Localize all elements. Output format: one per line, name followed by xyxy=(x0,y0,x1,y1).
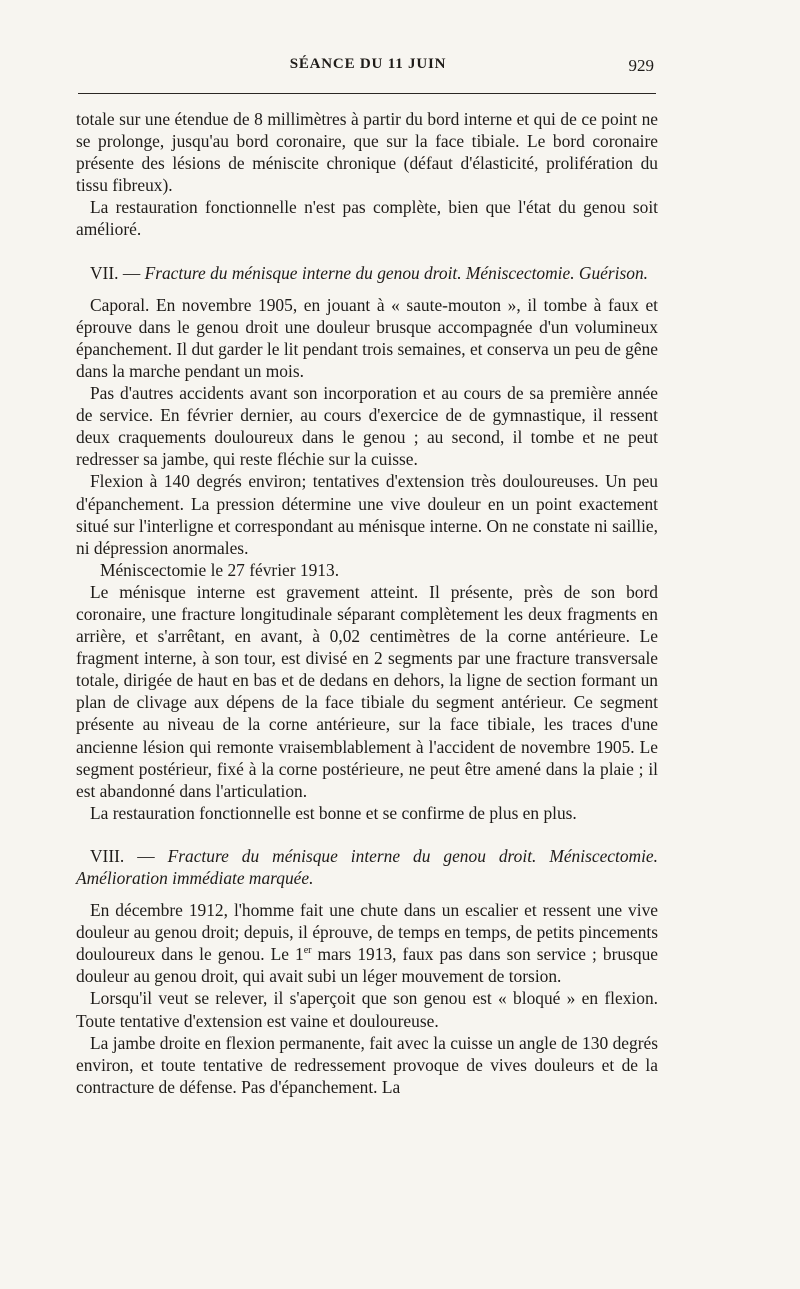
paragraph-text: mars 1913, faux pas dans son service ; brusque douleur au genou droit, qui avait subi un léger mouvement de torsion. xyxy=(76,944,658,987)
page-body xyxy=(76,108,658,1098)
case-number: VII. — xyxy=(90,262,145,283)
case-number: VIII. — xyxy=(90,845,168,866)
header-rule xyxy=(78,93,656,94)
paragraph: Le ménisque interne est gravement atteint. Il présente, près de son bord coronaire, une fracture longitudinale séparant complètement les deux fragments en arrière, et s'arrêtant, en avant, à 0,02 centimètres de la corne antérieure. Le fragment interne, à son tour, est divisé en 2 segments par une fracture transversale totale, dirigée de haut en bas et de dedans en dehors, la ligne de section formant un plan de clivage aux dépens de la face tibiale du segment antérieur. Ce segment présente au niveau de la corne antérieure, sur la face tibiale, les traces d'une ancienne lésion qui remonte vraisemblablement à l'accident de novembre 1905. Le segment postérieur, fixé à la corne postérieure, ne peut être amené dans la plaie ; il est abandonné dans l'articulation. xyxy=(76,581,658,801)
paragraph: Pas d'autres accidents avant son incorporation et au cours de sa première année de service. En février dernier, au cours d'exercice de de gymnastique, il ressent deux craquements douloureux dans le genou ; au second, il tombe et ne peut redresser sa jambe, qui reste fléchie sur la cuisse. xyxy=(76,383,658,470)
case-title: Fracture du ménisque interne du genou droit. Méniscectomie. Guérison. xyxy=(144,262,648,283)
paragraph: La restauration fonctionnelle n'est pas complète, bien que l'état du genou soit amélioré. xyxy=(76,197,658,240)
paragraph: Lorsqu'il veut se relever, il s'aperçoit que son genou est « bloqué » en flexion. Toute tentative d'extension est vaine et douloureuse. xyxy=(76,988,658,1031)
paragraph: La jambe droite en flexion permanente, fait avec la cuisse un angle de 130 degrés environ, et toute tentative de redressement provoque de vives douleurs et de la contracture de défense. Pas d'épanchement. La xyxy=(76,1032,658,1097)
case-heading xyxy=(76,262,658,284)
paragraph: La restauration fonctionnelle est bonne et se confirme de plus en plus. xyxy=(90,802,577,823)
case-heading xyxy=(76,845,658,889)
paragraph xyxy=(76,899,658,987)
page-header xyxy=(78,56,658,80)
paragraph: Flexion à 140 degrés environ; tentatives d'extension très douloureuses. Un peu d'épanchement. La pression détermine une vive douleur en un point exactement situé sur l'interligne et correspondant au ménisque interne. On ne constate ni saillie, ni dépression anormales. xyxy=(76,471,658,558)
page-number: 929 xyxy=(628,56,654,75)
paragraph-text: En décembre 1912, l'homme fait une chute dans un escalier et ressent une vive douleur au genou droit; depuis, il éprouve, de temps en temps, de petits pincements douloureux dans le genou. Le 1 xyxy=(76,900,658,965)
paragraph: Caporal. En novembre 1905, en jouant à « saute-mouton », il tombe à faux et éprouve dans le genou droit une douleur brusque accompagnée d'un volumineux épanchement. Il dut garder le lit pendant trois semaines, et conserva un peu de gêne dans la marche pendant un mois. xyxy=(76,294,658,381)
paragraph: Méniscectomie le 27 février 1913. xyxy=(100,559,340,580)
running-title: SÉANCE DU 11 JUIN xyxy=(289,56,447,72)
case-title: Fracture du ménisque interne du genou droit. Méniscectomie. Amélioration immédiate marquée. xyxy=(76,845,658,888)
paragraph: totale sur une étendue de 8 millimètres à partir du bord interne et qui de ce point ne se prolonge, jusqu'au bord coronaire, que sur la face tibiale. Le bord coronaire présente des lésions de méniscite chronique (défaut d'élasticité, prolifération du tissu fibreux). xyxy=(76,109,658,196)
superscript: er xyxy=(303,945,312,957)
